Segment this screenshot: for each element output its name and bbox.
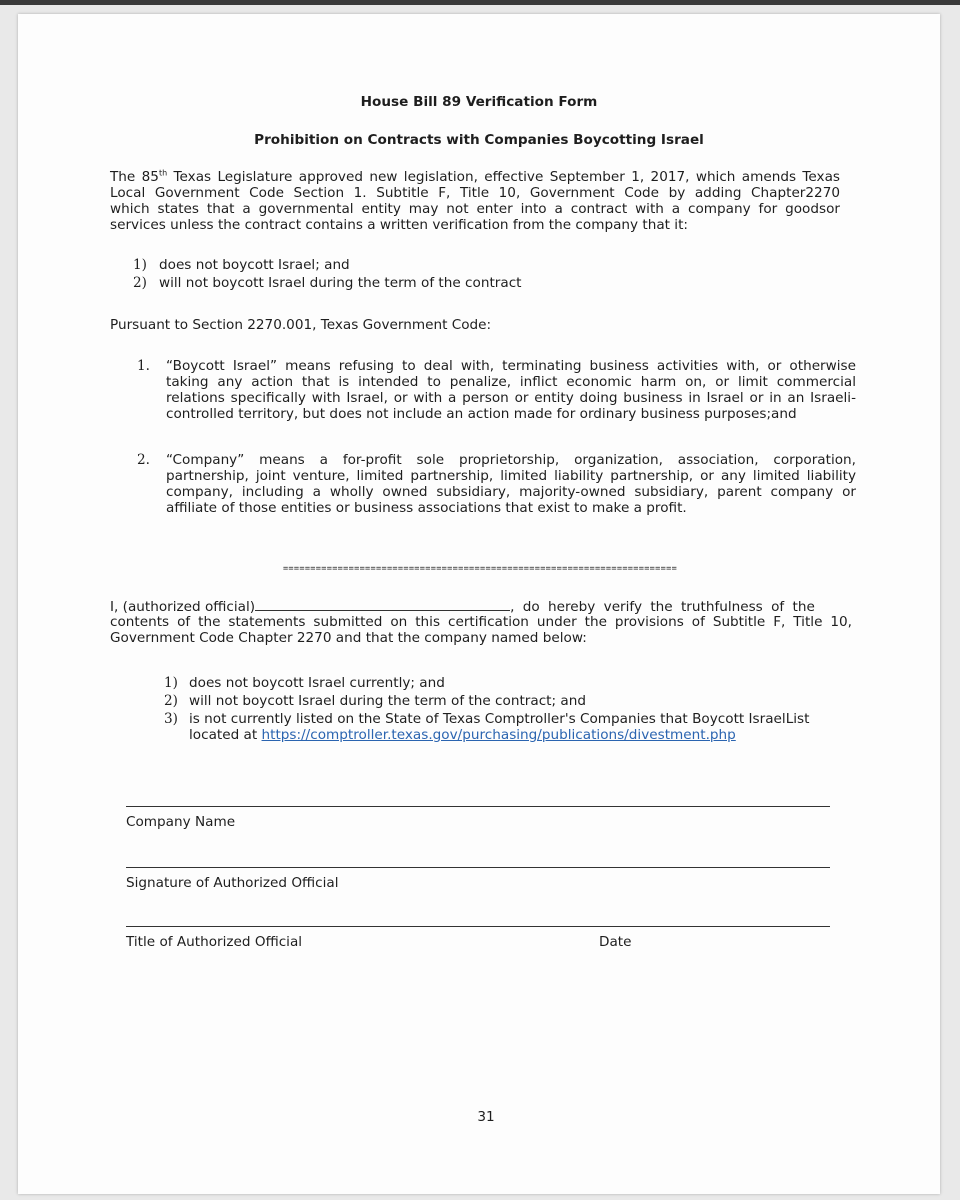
definition-line: affiliate of those entities or business associations that exist to make a profit. — [166, 500, 687, 516]
definition-line: “Company” means a for-profit sole proprietorship, organization, association, corporation, — [166, 452, 856, 468]
verify-list-number: 3) — [164, 711, 178, 727]
document-title: House Bill 89 Verification Form — [360, 94, 598, 110]
intro-line-3: which states that a governmental entity may not enter into a contract with a company for goodsor — [110, 201, 840, 217]
located-at-line: located at https://comptroller.texas.gov/purchasing/publications/divestment.php — [189, 727, 736, 743]
verify-line-1: I, (authorized official) , do hereby verify the truthfulness of the — [110, 599, 815, 615]
definition-line: controlled territory, but does not include an action made for ordinary business purposes;and — [166, 406, 797, 422]
intro-list-item: does not boycott Israel; and — [159, 257, 350, 273]
intro-list-number: 1) — [133, 257, 147, 273]
date-label: Date — [599, 934, 632, 950]
definition-line: partnership, joint venture, limited partnership, limited liability partnership, or any limited liability — [166, 468, 856, 484]
definition-number: 1. — [137, 358, 150, 374]
intro-list-number: 2) — [133, 275, 147, 291]
intro-line-1: The 85th Texas Legislature approved new legislation, effective September 1, 2017, which amends Texas — [110, 168, 840, 185]
definition-line: taking any action that is intended to penalize, inflict economic harm on, or limit commercial — [166, 374, 856, 390]
document-subtitle: Prohibition on Contracts with Companies Boycotting Israel — [254, 132, 704, 148]
intro-list-item: will not boycott Israel during the term of the contract — [159, 275, 522, 291]
verify-list-number: 2) — [164, 693, 178, 709]
definition-line: relations specifically with Israel, or with a person or entity doing business in Israel or in an Israeli- — [166, 390, 856, 406]
verify-list-item: will not boycott Israel during the term of the contract; and — [189, 693, 586, 709]
divestment-list-link[interactable]: https://comptroller.texas.gov/purchasing/publications/divestment.php — [261, 727, 736, 743]
verify-line-2: contents of the statements submitted on this certification under the provisions of Subtitle F, Title 10, — [110, 614, 852, 630]
document-page — [18, 14, 940, 1194]
signature-label: Signature of Authorized Official — [126, 875, 339, 891]
authorized-official-blank[interactable] — [255, 598, 510, 611]
pursuant-heading: Pursuant to Section 2270.001, Texas Government Code: — [110, 317, 492, 333]
verify-line-3: Government Code Chapter 2270 and that the company named below: — [110, 630, 587, 646]
company-name-label: Company Name — [126, 814, 236, 830]
verify-list-item: is not currently listed on the State of Texas Comptroller's Companies that Boycott IsraelList — [189, 711, 810, 727]
intro-line-4: services unless the contract contains a written verification from the company that it: — [110, 217, 688, 233]
definition-line: company, including a wholly owned subsidiary, majority-owned subsidiary, parent company or — [166, 484, 856, 500]
verify-list-item: does not boycott Israel currently; and — [189, 675, 445, 691]
verify-list-number: 1) — [164, 675, 178, 691]
title-label: Title of Authorized Official — [126, 934, 303, 950]
page-number: 31 — [477, 1109, 495, 1125]
company-name-line[interactable] — [126, 806, 830, 807]
signature-line[interactable] — [126, 867, 830, 868]
definition-line: “Boycott Israel” means refusing to deal with, terminating business activities with, or otherwise — [166, 358, 856, 374]
separator-line: ======================================================================== — [282, 564, 678, 574]
window-top-bar — [0, 0, 960, 5]
definition-number: 2. — [137, 452, 150, 468]
title-date-line[interactable] — [126, 926, 830, 927]
intro-line-2: Local Government Code Section 1. Subtitle F, Title 10, Government Code by adding Chapter2270 — [110, 185, 840, 201]
